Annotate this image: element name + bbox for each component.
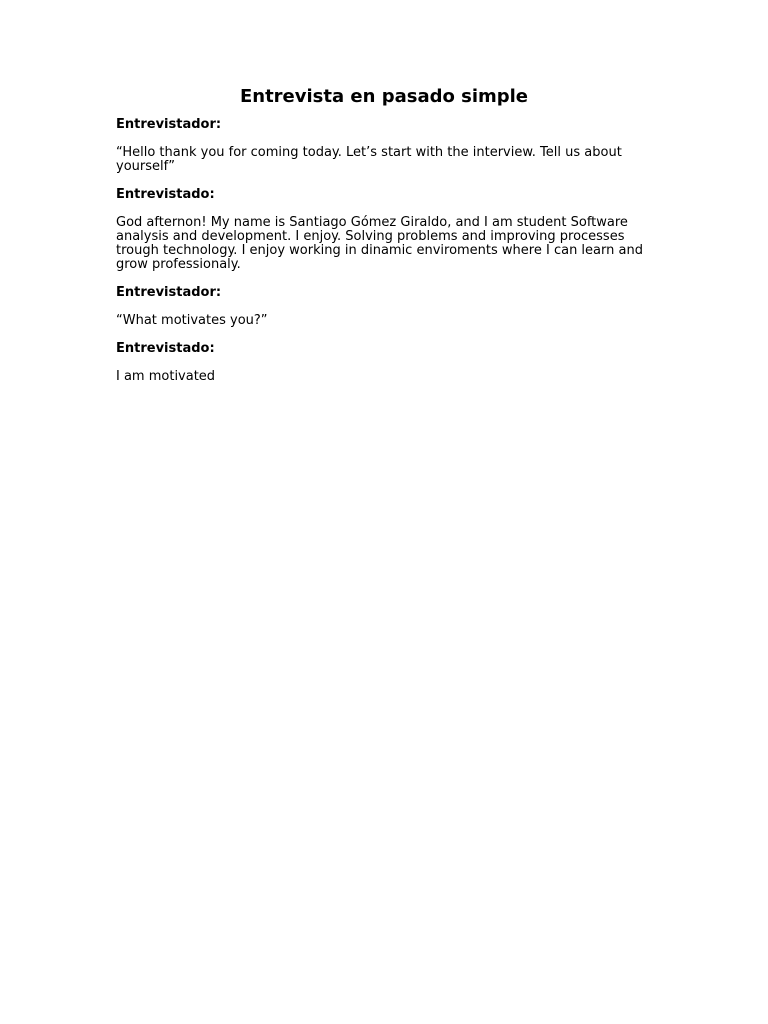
- speaker-label: Entrevistador:: [116, 117, 222, 132]
- dialogue-text: God afternon! My name is Santiago Gómez Giraldo, and I am student Software analysis and development. I enjoy. Solving problems and improving processes trough technology. I enjoy working in dinamic enviroments where I can learn and grow professionaly.: [116, 215, 643, 272]
- speaker-label: Entrevistado:: [116, 341, 215, 356]
- document-content: [116, 86, 652, 384]
- dialogue-text: I am motivated: [116, 369, 216, 384]
- dialogue-text: “Hello thank you for coming today. Let’s start with the interview. Tell us about yourself”: [116, 145, 622, 174]
- speaker-label: Entrevistador:: [116, 285, 222, 300]
- dialogue-text: “What motivates you?”: [116, 313, 268, 328]
- speaker-label: Entrevistado:: [116, 187, 215, 202]
- document-title: Entrevista en pasado simple: [239, 86, 529, 107]
